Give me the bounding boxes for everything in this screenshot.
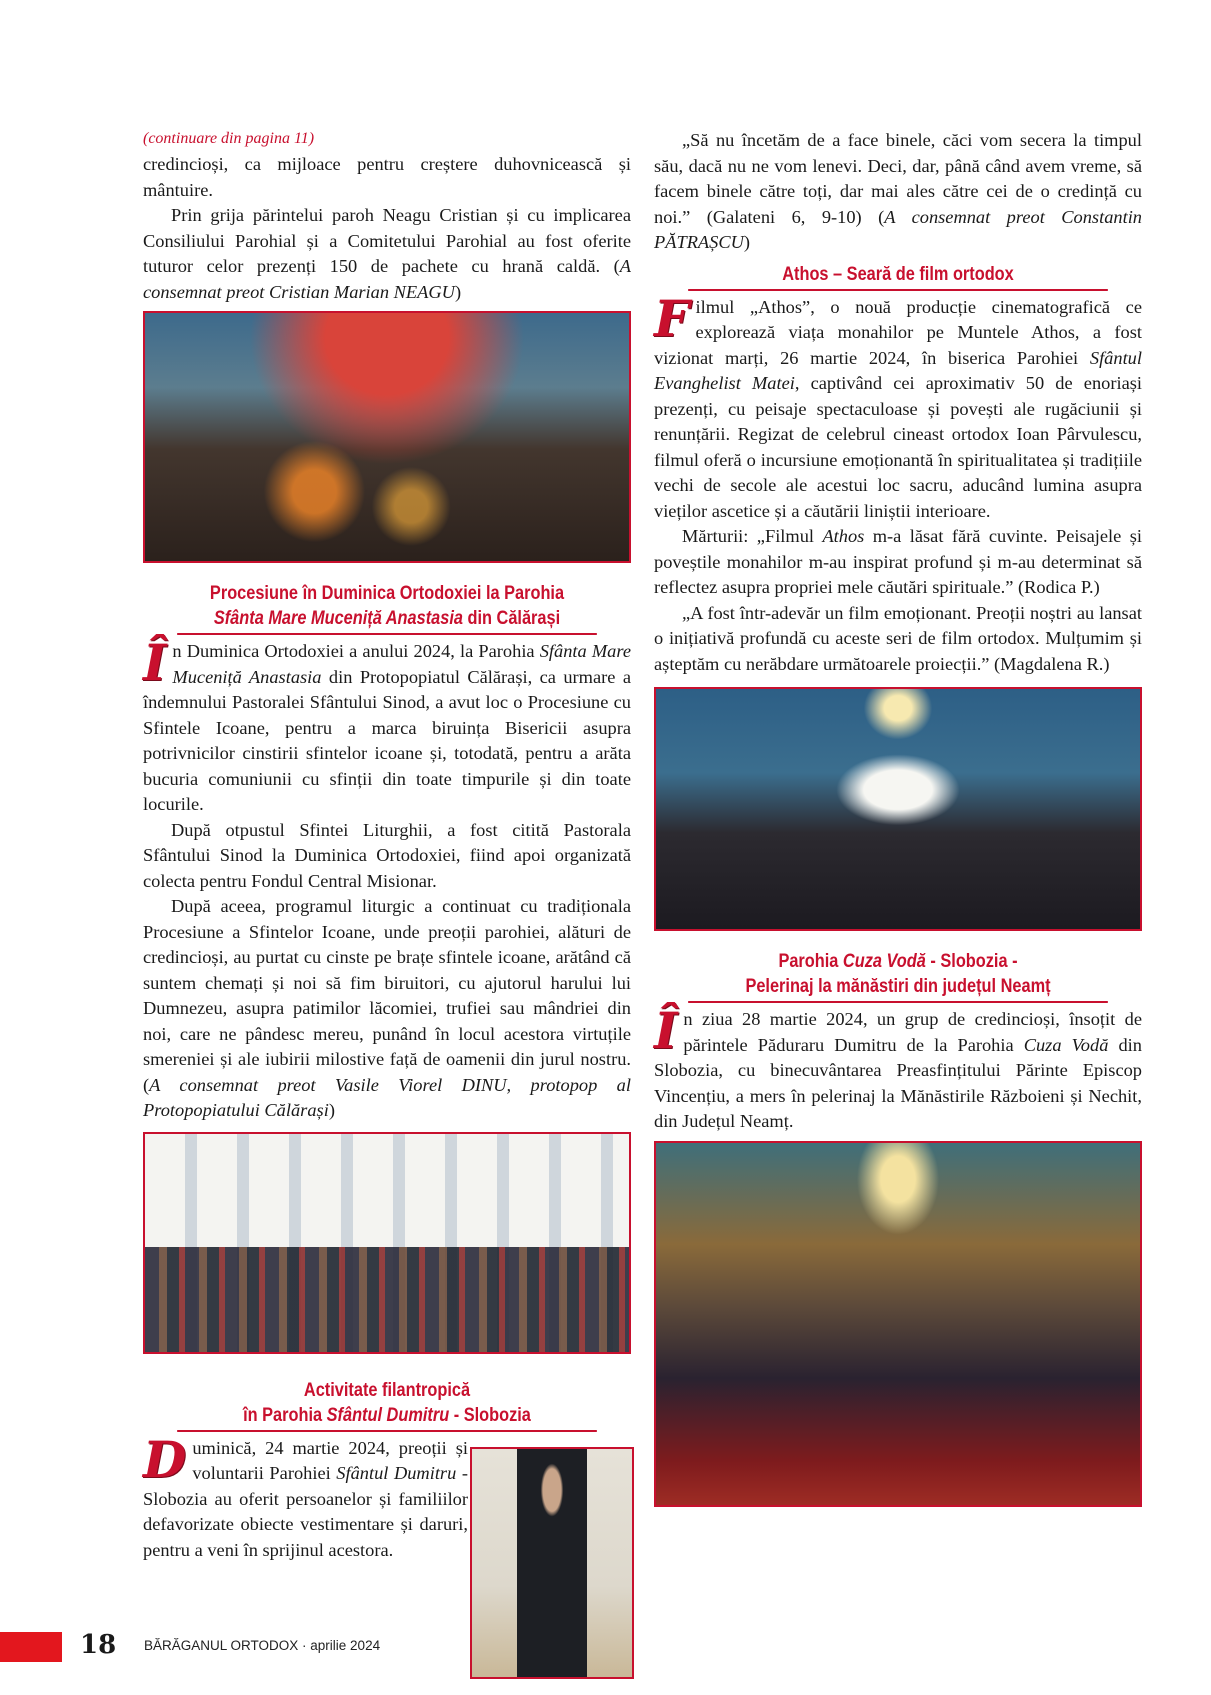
paragraph-procesiune-3: După aceea, programul liturgic a continuat cu tradiționala Procesiune a Sfintelor Icoane, unde preoții parohiei, alături de credincioși, au purtat cu cinste pe brațe sfintele icoane, arătând că suntem chemați și noi să fim biruitori, cu ajutorul harului lui Dumnezeu, asupra patimilor lăcomiei, trufiei sau mândriei din noi, care ne pândesc mereu, punând în locul acestora virtuțile smereniei și ale iubirii milostive față de oamenii din jurul nostru. (A consemnat preot Vasile Viorel DINU, protopop al Protopopiatului Călărași) xyxy=(143,896,631,1120)
heading-cuza-voda: Parohia Cuza Vodă - Slobozia - Pelerinaj la mănăstiri din județul Neamț xyxy=(688,949,1108,1003)
photo-pilgrimage-group xyxy=(654,1141,1142,1507)
photo-procession-group xyxy=(143,1132,631,1354)
paragraph-athos-2: Mărturii: „Filmul Athos m-a lăsat fără cuvinte. Peisajele și poveștile monahilor m-au inspirat profund și m-au determinat să reflectez asupra propriei mele căutări spirituale.” (Rodica P.) xyxy=(654,526,1143,597)
author-signature: A consemnat preot Constantin PĂTRAȘCU xyxy=(654,206,1142,252)
right-column xyxy=(654,128,1142,1507)
paragraph-procesiune-2: După otpustul Sfintei Liturghii, a fost citită Pastorala Sfântului Sinod la Duminica Ortodoxiei, fiind apoi organizată colecta pentru Fondul Central Misionar. xyxy=(143,819,631,891)
publication-footer: BĂRĂGANUL ORTODOX · aprilie 2024 xyxy=(144,1638,381,1653)
paragraph-athos-3: „A fost într-adevăr un film emoționant. Preoții noștri au lansat o inițiativă profundă cu aceste seri de film ortodox. Mulțumim și așteptăm cu nerăbdare următoarele proiecții.” (Magdalena R.) xyxy=(654,602,1142,674)
drop-cap: Î xyxy=(143,633,167,692)
paragraph-continued: credincioși, ca mijloace pentru creștere duhovnicească și mântuire. xyxy=(143,154,631,200)
paragraph-grija: Prin grija părintelui paroh Neagu Cristian și cu implicarea Consiliului Parohial și a Comitetului Parohial au fost oferite tuturor celor prezenți 150 de pachete cu hrană caldă. (A consemnat preot Cristian Marian NEAGU) xyxy=(143,205,631,302)
page-number: 18 xyxy=(80,1630,117,1660)
photo-beneficiary xyxy=(470,1447,634,1679)
paragraph-quote: „Să nu încetăm de a face binele, căci vom secera la timpul său, dacă nu ne vom lenevi. Deci, dar, până când avem vreme, să facem binele către toți, dar mai ales către cei de o credință cu noi.” (Galateni 6, 9-10) (A consemnat preot Constantin PĂTRAȘCU) xyxy=(654,130,1142,252)
paragraph-procesiune-1: În Duminica Ortodoxiei a anului 2024, la Parohia Sfânta Mare Muceniță Anastasia din Protopopiatul Călărași, ca urmare a îndemnului Pastoralei Sfântului Sinod, a avut loc o Procesiune cu Sfintele Icoane, pentru a marca biruința Bisericii asupra potrivnicilor cinstirii sfintelor icoane și, totodată, pentru a arăta bucuria comuniunii cu sfinții din toate timpurile și din toate locurile. xyxy=(143,633,632,814)
heading-athos: Athos – Seară de film ortodox xyxy=(688,262,1108,291)
paragraph-filantropie: Duminică, 24 martie 2024, preoții și voluntarii Parohiei Sfântul Dumitru - Slobozia au oferit persoanelor și familiilor defavorizate obiecte vestimentare și daruri, pentru a veni în sprijinul acestora. xyxy=(143,1429,468,1560)
paragraph-athos-1: Filmul „Athos”, o nouă producție cinematografică ce explorează viața monahilor pe Muntele Athos, a fost vizionat marți, 26 martie 2024, în biserica Parohiei Sfântul Evanghelist Matei, captivând cei aproximativ 50 de enoriași prezenți, cu peisaje spectaculoase și povești ale rugăciunii și renunțării. Regizat de celebrul cineast ortodox Ioan Pârvulescu, filmul oferă o incursiune emoționantă în spiritualitatea și tradițiile vechi de secole ale acestui loc sacru, aducând lumina asupra vieților ascetice și a căutării liniștii interioare. xyxy=(654,288,1142,521)
photo-film-screening xyxy=(654,687,1142,931)
footer-accent-bar xyxy=(0,1632,62,1662)
drop-cap: D xyxy=(143,1429,187,1489)
continuation-note: (continuare din pagina 11) xyxy=(143,130,315,147)
heading-filantropie: Activitate filantropică în Parohia Sfântul Dumitru - Slobozia xyxy=(177,1378,597,1432)
paragraph-cuza-voda: În ziua 28 martie 2024, un grup de credincioși, însoțit de părintele Păduraru Dumitru de la Parohia Cuza Vodă din Slobozia, cu binecuvântarea Preasfințitului Părinte Episcop Vincențiu, a mers în pelerinaj la Mănăstirile Războieni și Nechit, din Județul Neamț. xyxy=(654,1001,1142,1131)
heading-procesiune: Procesiune în Duminica Ortodoxiei la Parohia Sfânta Mare Muceniță Anastasia din Călărași xyxy=(177,581,597,635)
drop-cap: F xyxy=(654,288,690,348)
drop-cap: Î xyxy=(654,1001,678,1060)
photo-church-service xyxy=(143,311,631,563)
author-signature: A consemnat preot Vasile Viorel DINU, protopop al Protopopiatului Călărași xyxy=(143,1074,631,1120)
author-signature: A consemnat preot Cristian Marian NEAGU xyxy=(143,256,631,302)
filantropie-text-block xyxy=(143,1429,468,1564)
left-column xyxy=(143,128,631,1563)
